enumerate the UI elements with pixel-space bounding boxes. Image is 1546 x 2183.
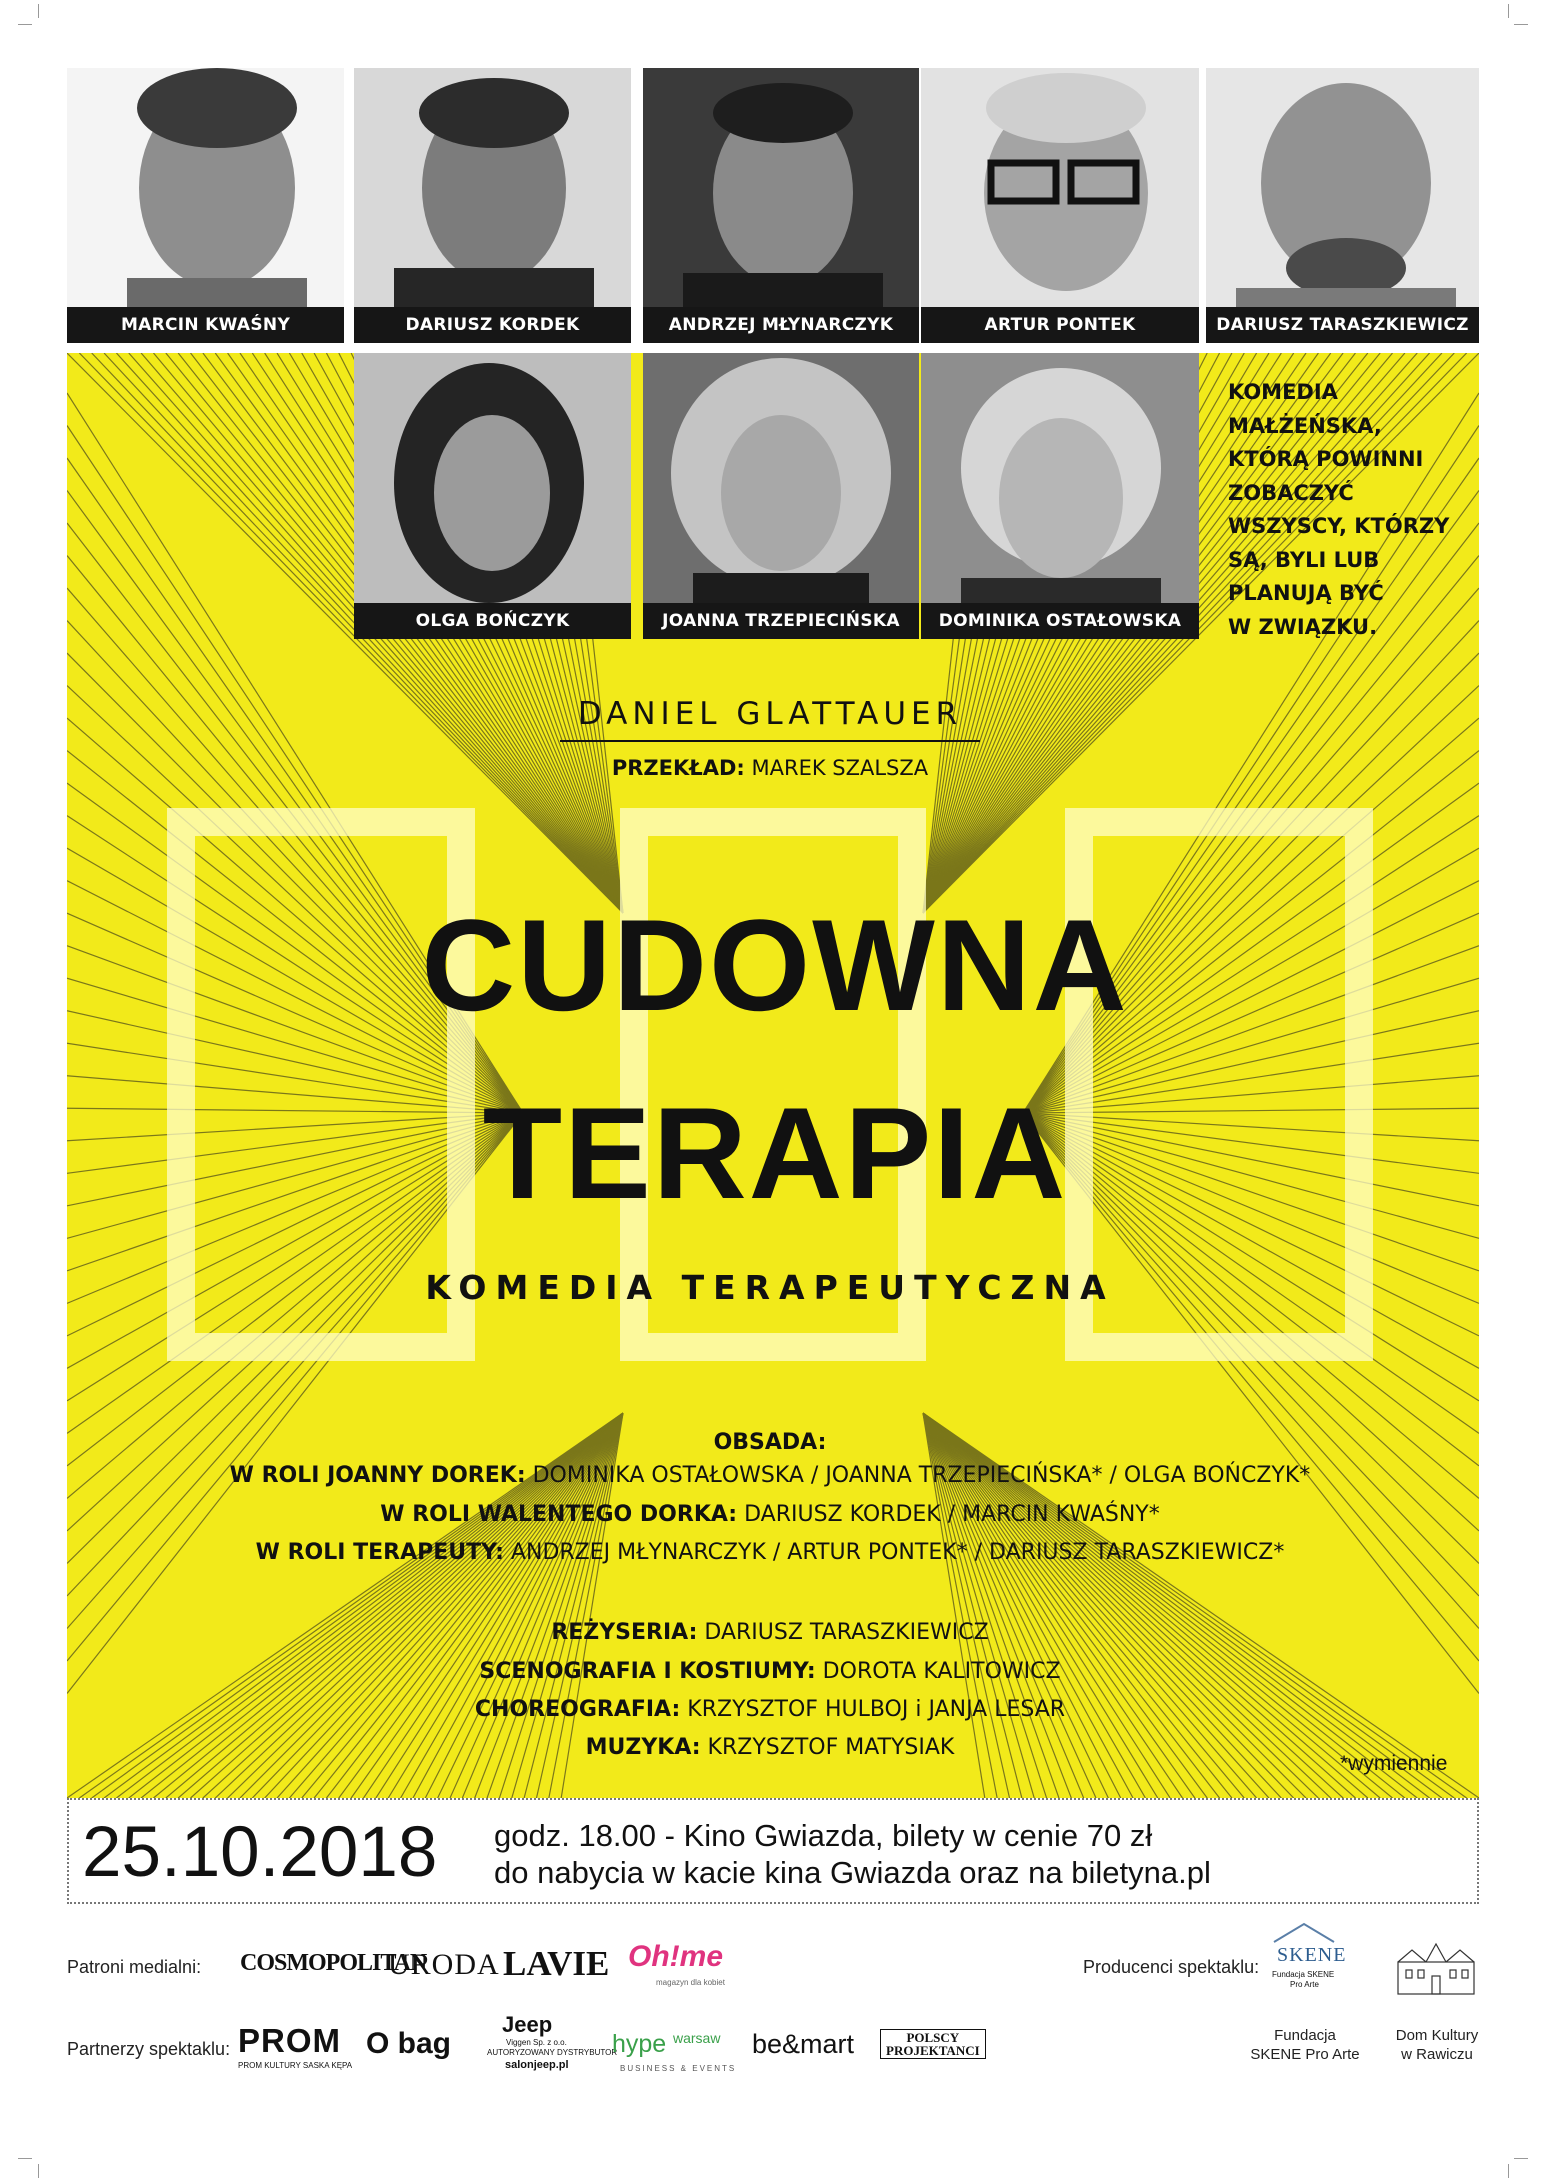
media-patrons-label: Patroni medialni: [67,1957,202,1977]
author-name: DANIEL GLATTAUER [560,696,980,742]
crew-label: SCENOGRAFIA I KOSTIUMY: [479,1659,816,1684]
obag-logo: O bag [366,2027,452,2060]
crew-value: KRZYSZTOF MATYSIAK [700,1735,955,1760]
cast-photo [67,68,344,343]
crew-value: DARIUSZ TARASZKIEWICZ [697,1620,989,1645]
crop-mark [18,2158,32,2159]
crop-mark [38,2164,39,2178]
cast-photo [921,353,1199,639]
portrait-image [643,353,919,639]
skene-logo: SKENE [1277,1944,1347,1966]
uroda-logo: URODA [388,1948,500,1981]
producer-caption [1245,2026,1365,2064]
producer-caption-line: Dom Kultury [1395,2027,1479,2044]
interchangeable-note: *wymiennie [1340,1752,1448,1775]
besmart-logo: be&mart [752,2029,855,2059]
tagline-line: WSZYSCY, KTÓRZY [1228,514,1450,538]
cast-name-label: JOANNA TRZEPIECIŃSKA [643,603,919,639]
cast-name-label: ANDRZEJ MŁYNARCZYK [643,307,919,343]
producer-caption-line: SKENE Pro Arte [1250,2046,1360,2063]
crop-mark [1508,2164,1509,2178]
skene-logo-sub2: Pro Arte [1290,1980,1319,1989]
hype-logo: hype [612,2030,667,2058]
role-line [100,1540,1440,1565]
lavie-logo: LAVIE [503,1944,610,1983]
prom-logo-sub: PROM KULTURY SASKA KĘPA [238,2061,353,2070]
cast-photo [643,353,919,639]
dom-kultury-building-icon [1392,1940,1480,1998]
event-time-venue-price: godz. 18.00 - Kino Gwiazda, bilety w cenie 70 zł [494,1818,1153,1853]
cast-name-label: ARTUR PONTEK [921,307,1199,343]
ticket-sales-info: do nabycia w kacie kina Gwiazda oraz na biletyna.pl [494,1855,1211,1890]
role-value: DOMINIKA OSTAŁOWSKA / JOANNA TRZEPIECIŃSKA* / OLGA BOŃCZYK* [525,1463,1311,1488]
hype-warsaw-logo: warsaw [673,2030,721,2046]
jeep-dealer-name: Viggen Sp. z o.o. [506,2038,567,2047]
tagline-line: ZOBACZYĆ [1228,480,1354,505]
ohme-logo: Oh!me [628,1940,724,1973]
projektanci-line: PROJEKTANCI [886,2043,980,2058]
crew-label: MUZYKA: [585,1735,701,1760]
cast-photo [354,353,631,639]
crop-mark [1514,2158,1528,2159]
crew-line [100,1659,1440,1684]
portrait-image [643,68,919,343]
polscy-projektanci-logo [880,2029,986,2059]
portrait-image [921,353,1199,639]
cast-name-label: DARIUSZ TARASZKIEWICZ [1206,307,1479,343]
producer-caption-line: Fundacja [1274,2027,1336,2044]
tagline-line: KTÓRĄ POWINNI [1228,447,1424,471]
translation-credit [520,756,1020,780]
cast-name-label: DARIUSZ KORDEK [354,307,631,343]
subtitle: KOMEDIA TERAPEUTYCZNA [425,1268,1115,1307]
title-line-2: TERAPIA [482,1080,1068,1226]
crew-label: CHOREOGRAFIA: [474,1697,681,1722]
translation-label: PRZEKŁAD: [611,756,745,780]
prom-logo: PROM [238,2022,341,2059]
tagline-line: MAŁŻEŃSKA, [1228,413,1382,438]
jeep-dealer-title: AUTORYZOWANY DYSTRYBUTOR [487,2048,618,2057]
cast-photo [921,68,1199,343]
cast-name-label: OLGA BOŃCZYK [354,603,631,639]
role-line [100,1463,1440,1488]
event-date: 25.10.2018 [82,1813,438,1892]
tagline-line: KOMEDIA [1228,380,1338,404]
crew-line [100,1620,1440,1645]
polscy-line: POLSCY [906,2030,960,2045]
skene-logo-sub1: Fundacja SKENE [1272,1970,1335,1979]
cast-name-label: MARCIN KWAŚNY [67,307,344,343]
title-line-1: CUDOWNA [421,892,1129,1038]
crew-value: DOROTA KALITOWICZ [815,1659,1061,1684]
producers-label: Producenci spektaklu: [1083,1957,1260,1977]
cast-photo [643,68,919,343]
jeep-logo: Jeep [502,2012,553,2037]
crop-mark [18,24,32,25]
producer-caption [1377,2026,1497,2064]
role-value: DARIUSZ KORDEK / MARCIN KWAŚNY* [737,1502,1160,1527]
crop-mark [38,4,39,18]
role-label: W ROLI JOANNY DOREK: [229,1463,526,1488]
role-label: W ROLI WALENTEGO DORKA: [380,1502,738,1527]
tagline [1228,376,1468,644]
tagline-line: PLANUJĄ BYĆ [1228,581,1384,605]
translation-value: MAREK SZALSZA [744,756,929,780]
crop-mark [1514,24,1528,25]
crew-line [100,1735,1440,1760]
cast-photo [1206,68,1479,343]
crop-mark [1508,4,1509,18]
skene-roof-icon [1272,1922,1336,1944]
tagline-line: SĄ, BYLI LUB [1228,547,1380,572]
portrait-image [354,353,631,639]
cast-name-label: DOMINIKA OSTAŁOWSKA [921,603,1199,639]
portrait-image [354,68,631,343]
partners-label: Partnerzy spektaklu: [67,2039,231,2059]
role-value: ANDRZEJ MŁYNARCZYK / ARTUR PONTEK* / DARIUSZ TARASZKIEWICZ* [503,1540,1285,1565]
role-label: W ROLI TERAPEUTY: [255,1540,504,1565]
portrait-image [1206,68,1479,343]
cast-heading-text: OBSADA: [713,1430,827,1455]
cast-heading [100,1430,1440,1455]
crew-label: REŻYSERIA: [551,1620,698,1645]
tagline-line: W ZWIĄZKU. [1228,614,1378,639]
cosmopolitan-logo: COSMOPOLITAN [240,1950,427,1976]
portrait-image [921,68,1199,343]
role-line [100,1502,1440,1527]
hype-logo-sub: BUSINESS & EVENTS [620,2064,737,2073]
crew-value: KRZYSZTOF HULBOJ i JANJA LESAR [680,1697,1066,1722]
cast-photo [354,68,631,343]
producer-caption-line: w Rawiczu [1401,2046,1473,2063]
portrait-image [67,68,344,343]
crew-line [100,1697,1440,1722]
ohme-tagline: magazyn dla kobiet [656,1978,725,1987]
jeep-site: salonjeep.pl [505,2059,569,2071]
